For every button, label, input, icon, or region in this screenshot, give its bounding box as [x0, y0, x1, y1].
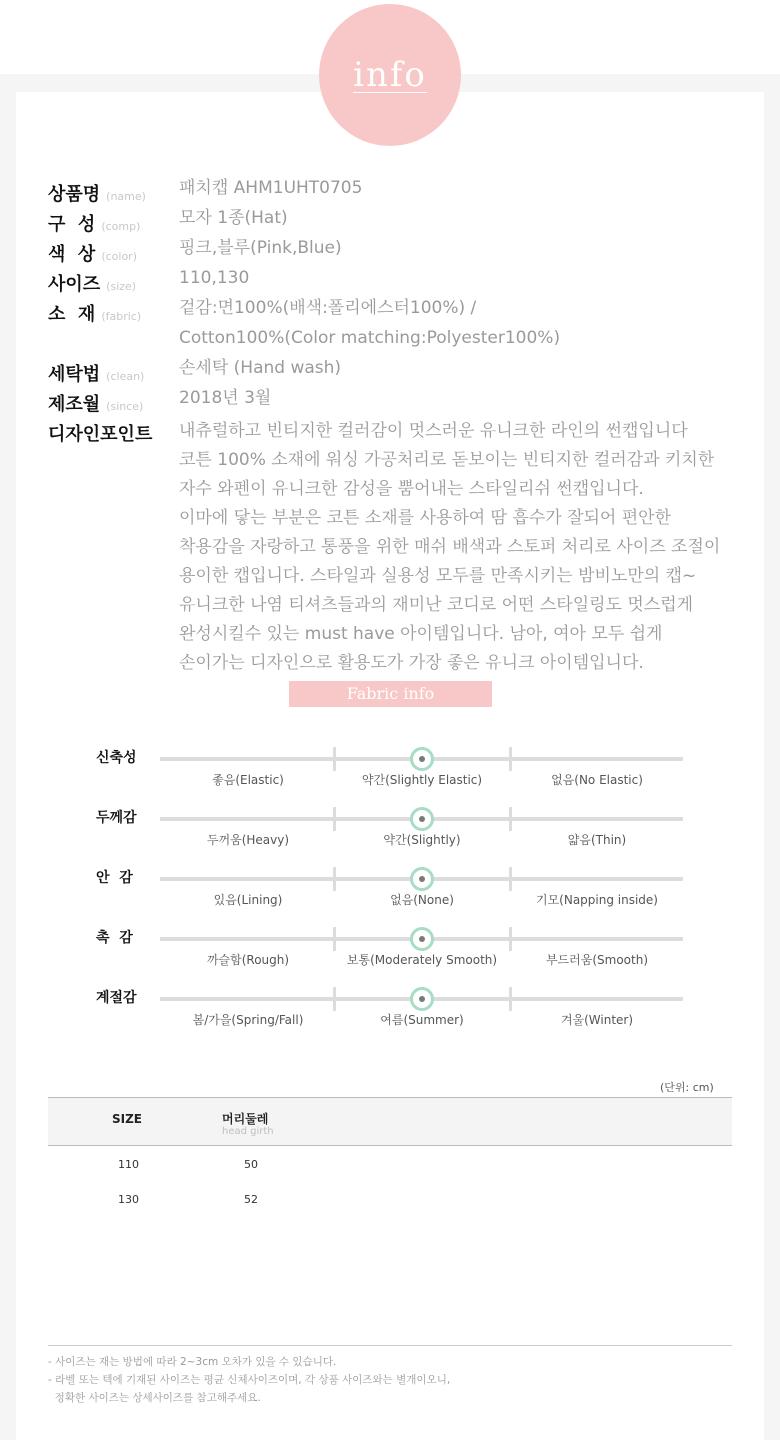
spec-value-line2: Cotton100%(Color matching:Polyester100%)	[179, 328, 561, 348]
spec-sublabel: (since)	[106, 400, 144, 413]
info-badge-text: info	[353, 55, 427, 95]
table-row	[48, 1146, 732, 1181]
scale-tick	[333, 747, 336, 771]
fabric-info-title: Fabric info	[289, 681, 492, 707]
selected-marker-icon	[410, 987, 434, 1011]
design-line: 유니크한 나염 티셔츠들과의 재미난 코디로 어떤 스타일링도 멋스럽게	[179, 595, 694, 615]
selected-marker-icon	[410, 807, 434, 831]
design-line: 이마에 닿는 부분은 코튼 소재를 사용하여 땀 흡수가 잘되어 편안한	[179, 508, 672, 528]
fabric-row	[0, 990, 780, 1037]
header-girth-sub: head girth	[222, 1126, 274, 1137]
notes-divider	[48, 1345, 732, 1346]
selected-marker-icon	[410, 927, 434, 951]
note-line: 정확한 사이즈는 상세사이즈를 참고해주세요.	[48, 1392, 261, 1404]
scale-option-label: 여름(Summer)	[380, 1013, 464, 1027]
note-line: - 사이즈는 재는 방법에 따라 2~3cm 오차가 있을 수 있습니다.	[48, 1356, 337, 1368]
fabric-row-label: 두께감	[96, 810, 137, 826]
scale-option-label: 두꺼움(Heavy)	[206, 833, 290, 847]
scale-tick	[509, 987, 512, 1011]
scale-option-label: 봄/가을(Spring/Fall)	[192, 1013, 304, 1027]
scale-option-label: 없음(No Elastic)	[551, 773, 643, 787]
header-girth: 머리둘레	[222, 1112, 269, 1126]
spec-label: 상품명	[48, 184, 101, 205]
design-line: 착용감을 자랑하고 통풍을 위한 매쉬 배색과 스토퍼 처리로 사이즈 조절이	[179, 537, 721, 557]
design-line: 코튼 100% 소재에 워싱 가공처리로 돋보이는 빈티지한 컬러감과 키치한	[179, 450, 715, 470]
spec-value: 패치캡 AHM1UHT0705	[179, 178, 363, 198]
fabric-row-label: 계절감	[96, 990, 137, 1006]
scale-option-label: 좋음(Elastic)	[212, 773, 284, 787]
fabric-row-label: 안 감	[96, 870, 133, 886]
size-table	[48, 1097, 732, 1216]
scale-tick	[509, 807, 512, 831]
spec-value: 핑크,블루(Pink,Blue)	[179, 238, 342, 258]
spec-label: 색 상	[48, 244, 96, 265]
design-line: 내츄럴하고 빈티지한 컬러감이 멋스러운 유니크한 라인의 썬캡입니다	[179, 421, 688, 441]
spec-sublabel: (size)	[106, 280, 137, 293]
cell-girth: 50	[244, 1158, 258, 1171]
cell-size: 130	[118, 1193, 139, 1206]
fabric-row-label: 신축성	[96, 750, 137, 766]
scale-tick	[509, 927, 512, 951]
scale-option-label: 부드러움(Smooth)	[545, 953, 649, 967]
spec-sublabel: (name)	[106, 190, 146, 203]
scale-tick	[333, 867, 336, 891]
design-point-text	[179, 417, 769, 678]
scale-option-label: 기모(Napping inside)	[535, 893, 658, 907]
spec-sublabel: (color)	[101, 250, 137, 263]
design-line: 손이가는 디자인으로 활용도가 가장 좋은 유니크 아이템입니다.	[179, 653, 644, 673]
scale-tick	[333, 987, 336, 1011]
spec-value: 모자 1종(Hat)	[179, 208, 288, 228]
scale-option-label: 없음(None)	[390, 893, 454, 907]
scale-tick	[509, 747, 512, 771]
spec-sublabel: (comp)	[101, 220, 141, 233]
fabric-row	[0, 870, 780, 917]
table-row	[48, 1181, 732, 1216]
scale-option-label: 있음(Lining)	[213, 893, 283, 907]
design-line: 용이한 캡입니다. 스타일과 실용성 모두를 만족시키는 밤비노만의 캡~	[179, 566, 697, 586]
selected-marker-icon	[410, 747, 434, 771]
scale-tick	[333, 807, 336, 831]
spec-label: 제조월	[48, 394, 101, 415]
fabric-row-label: 촉 감	[96, 930, 133, 946]
spec-label: 디자인포인트	[48, 424, 153, 445]
scale-tick	[509, 867, 512, 891]
scale-option-label: 까슬함(Rough)	[206, 953, 290, 967]
size-notes	[48, 1353, 450, 1407]
unit-label: (단위: cm)	[660, 1081, 714, 1094]
scale-option-label: 약간(Slightly)	[383, 833, 461, 847]
design-line: 자수 와펜이 유니크한 감성을 뿜어내는 스타일리쉬 썬캡입니다.	[179, 479, 644, 499]
scale-option-label: 얇음(Thin)	[567, 833, 627, 847]
spec-label: 사이즈	[48, 274, 101, 295]
fabric-row	[0, 930, 780, 977]
fabric-row	[0, 750, 780, 797]
spec-value: 겉감:면100%(배색:폴리에스터100%) /	[179, 298, 477, 318]
scale-tick	[333, 927, 336, 951]
cell-size: 110	[118, 1158, 139, 1171]
selected-marker-icon	[410, 867, 434, 891]
spec-label: 구 성	[48, 214, 96, 235]
note-line: - 라벨 또는 텍에 기재된 사이즈는 평균 신체사이즈이며, 각 상품 사이즈와는 별개이오니,	[48, 1374, 451, 1386]
header-size: SIZE	[112, 1112, 143, 1126]
spec-label: 소 재	[48, 304, 96, 325]
spec-sublabel: (clean)	[106, 370, 145, 383]
spec-sublabel: (fabric)	[101, 310, 142, 323]
scale-option-label: 겨울(Winter)	[560, 1013, 634, 1027]
fabric-row	[0, 810, 780, 857]
size-table-header	[48, 1097, 732, 1146]
scale-option-label: 약간(Slightly Elastic)	[361, 773, 483, 787]
spec-value: 2018년 3월	[179, 388, 272, 408]
cell-girth: 52	[244, 1193, 258, 1206]
spec-label: 세탁법	[48, 364, 101, 385]
spec-value: 손세탁 (Hand wash)	[179, 358, 342, 378]
scale-option-label: 보통(Moderately Smooth)	[346, 953, 498, 967]
spec-value: 110,130	[179, 268, 250, 288]
design-line: 완성시킬수 있는 must have 아이템입니다. 남아, 여아 모두 쉽게	[179, 624, 663, 644]
info-badge	[319, 4, 461, 146]
